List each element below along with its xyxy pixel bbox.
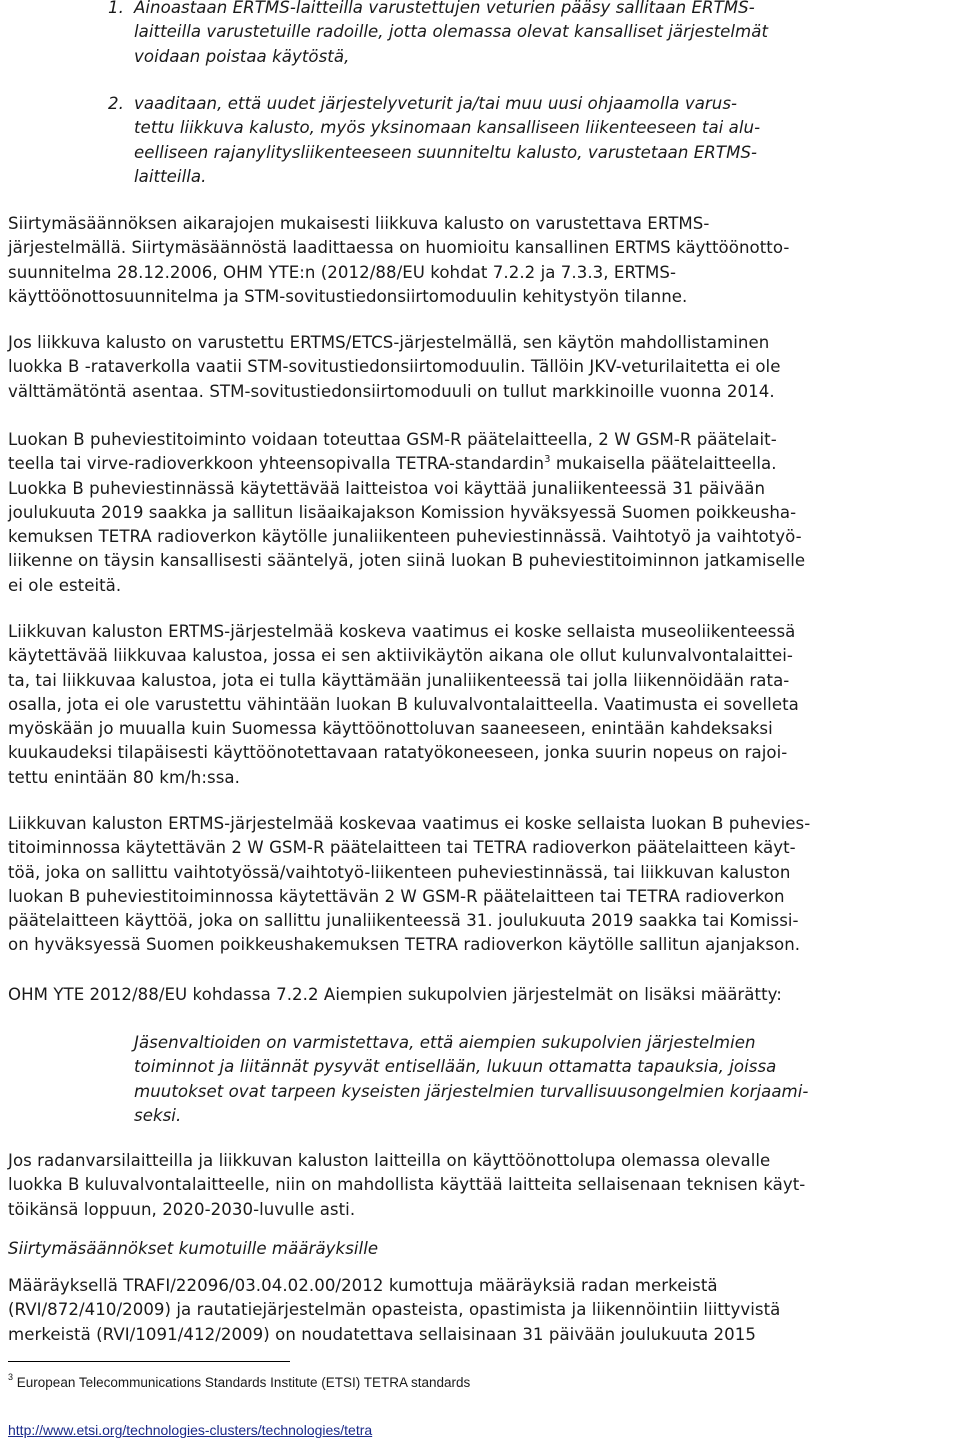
paragraph-class-b-radio [8, 428, 805, 598]
paragraph-line: käyttöönottosuunnitelma ja STM-sovitustiedonsiirtomoduulin kehitystyön tilanne. [8, 286, 688, 306]
paragraph-line: suunnitelma 28.12.2006, OHM YTE:n (2012/88/EU kohdat 7.2.2 ja 7.3.3, ERTMS- [8, 262, 677, 282]
paragraph-stm-module [8, 331, 780, 404]
paragraph-line: käytettävää liikkuvaa kalustoa, jossa ei sen aktiivikäytön aikana ole ollut kulunvalvontalaittei- [8, 646, 793, 666]
paragraph-line: ta, tai liikkuvaa kalustoa, jota ei tulla käyttämään junaliikenteessä tai jolla liikennöidään rata- [8, 670, 790, 690]
paragraph-line: töikänsä loppuun, 2020-2030-luvulle asti. [8, 1199, 356, 1219]
paragraph-line: merkeistä (RVI/1091/412/2009) on noudatettava sellaisinaan 31 päivään joulukuuta 2015 [8, 1324, 756, 1344]
paragraph-line: (RVI/872/410/2009) ja rautatiejärjestelmän opasteista, opastimista ja liikennöintiin liittyvistä [8, 1300, 781, 1320]
paragraph-line: Siirtymäsäännöksen aikarajojen mukaisesti liikkuva kalusto on varustettava ERTMS- [8, 214, 710, 233]
paragraph-line: päätelaitteen käyttöä, joka on sallittu junaliikenteessä 31. joulukuuta 2019 saakka tai Komissi- [8, 911, 799, 931]
paragraph-line: luokan B puheviestitoiminnossa käytettävän 2 W GSM-R päätelaitteen tai TETRA radioverkon [8, 886, 785, 906]
paragraph-line-tail: mukaisella päätelaitteella. [550, 454, 777, 474]
list-line: eelliseen rajanylitysliikenteeseen suunniteltu kalusto, varustetaan ERTMS- [134, 142, 758, 162]
quote-line: Jäsenvaltioiden on varmistettava, että aiempien sukupolvien järjestelmien [134, 1033, 756, 1052]
paragraph-transition-rules [8, 212, 789, 309]
list-line: laitteilla. [134, 166, 207, 186]
paragraph-class-b-terminals [8, 812, 810, 958]
list-item-2 [108, 92, 761, 189]
paragraph-line: tettu enintään 80 km/h:ssa. [8, 767, 240, 787]
paragraph-line: Jos liikkuva kalusto on varustettu ERTMS/ETCS-järjestelmällä, sen käytön mahdollistaminen [8, 333, 770, 352]
paragraph-line: töä, joka on sallittu vaihtotyössä/vaihtotyö-liikenteen puheviestinnässä, tai liikkuvan kaluston [8, 862, 791, 882]
footnote-link[interactable]: http://www.etsi.org/technologies-clusters/technologies/tetra [8, 1422, 373, 1438]
paragraph-line: OHM YTE 2012/88/EU kohdassa 7.2.2 Aiempien sukupolvien järjestelmät on lisäksi määrätty: [8, 985, 782, 1004]
paragraph-line: Liikkuvan kaluston ERTMS-järjestelmää koskevaa vaatimus ei koske sellaista luokan B puhevies- [8, 814, 811, 833]
section-subheading: Siirtymäsäännökset kumotuille määräyksille [8, 1239, 379, 1258]
list-number: 1. [108, 0, 124, 17]
paragraph-line: liikenne on täysin kansallisesti sääntelyä, joten siinä luokan B puheviestitoiminnon jatkamiselle [8, 551, 806, 571]
paragraph-line: joulukuuta 2019 saakka ja sallitun lisäaikajakson Komission hyväksyessä Suomen poikkeusha- [8, 502, 797, 522]
quote-line: seksi. [134, 1105, 182, 1125]
quote-line: muutokset ovat tarpeen kyseisten järjestelmien turvallisuusongelmien korjaami- [134, 1081, 809, 1101]
list-line: voidaan poistaa käytöstä, [134, 46, 350, 66]
paragraph-line: titoiminnossa käytettävän 2 W GSM-R päätelaitteen tai TETRA radioverkon päätelaitteen käyt- [8, 838, 796, 858]
paragraph-line: osalla, jota ei ole varustettu vähintään luokan B kuluvalvontalaitteella. Vaatimusta ei sovelleta [8, 694, 799, 714]
paragraph-line: luokka B kuluvalvontalaitteelle, niin on mahdollista käyttää laitteita sellaisenaan teknisen käyt- [8, 1175, 806, 1195]
paragraph-line: ei ole esteitä. [8, 575, 122, 595]
list-line: Ainoastaan ERTMS-laitteilla varustettujen veturien pääsy sallitaan ERTMS- [134, 0, 755, 17]
paragraph-line: myöskään jo muualla kuin Suomessa käyttöönottoluvan saaneeseen, enintään kahdeksaksi [8, 719, 773, 739]
list-number: 2. [108, 94, 124, 113]
paragraph-line: Jos radanvarsilaitteilla ja liikkuvan kaluston laitteilla on käyttöönottolupa olemassa olevalle [8, 1151, 771, 1170]
footnote-text: European Telecommunications Standards Institute (ETSI) TETRA standards [16, 1375, 471, 1390]
footnote-number: 3 [8, 1372, 14, 1382]
paragraph-line: Luokan B puheviestitoiminto voidaan toteuttaa GSM-R päätelaitteella, 2 W GSM-R päätelait- [8, 430, 777, 449]
footnote-separator [8, 1361, 290, 1362]
paragraph-repealed-regulations [8, 1274, 780, 1347]
paragraph-museum-traffic [8, 620, 799, 790]
paragraph-line: kuukaudeksi tilapäisesti käyttöönotettavaan ratatyökoneeseen, jonka suurin nopeus on rajoi- [8, 743, 788, 763]
paragraph-line: teella tai virve-radioverkkoon yhteensopivalla TETRA-standardin [8, 454, 545, 474]
list-item-1 [108, 0, 769, 69]
paragraph-line: kemuksen TETRA radioverkon käytölle junaliikenteen puheviestinnässä. Vaihtotyö ja vaihtotyö- [8, 527, 802, 547]
list-line: vaaditaan, että uudet järjestelyveturit ja/tai muu uusi ohjaamolla varus- [134, 94, 738, 113]
list-line: laitteilla varustetuille radoille, jotta olemassa olevat kansalliset järjestelmät [134, 22, 769, 42]
block-quote [134, 1031, 808, 1128]
paragraph-line: järjestelmällä. Siirtymäsäännöstä laadittaessa on huomioitu kansallinen ERTMS käyttöönotto- [8, 238, 790, 258]
paragraph-tsi-reference [8, 983, 782, 1007]
list-line: tettu liikkuva kalusto, myös yksinomaan kansalliseen liikenteeseen tai alu- [134, 118, 761, 138]
paragraph-line: Luokka B puheviestinnässä käytettävää laitteistoa voi käyttää junaliikenteessä 31 päivään [8, 478, 766, 498]
paragraph-legacy-devices [8, 1149, 805, 1222]
paragraph-line: Määräyksellä TRAFI/22096/03.04.02.00/2012 kumottuja määräyksiä radan merkeistä [8, 1276, 718, 1295]
footnote [8, 1374, 470, 1392]
paragraph-line: Liikkuvan kaluston ERTMS-järjestelmää koskeva vaatimus ei koske sellaista museoliikenteessä [8, 622, 796, 641]
paragraph-line: on hyväksyessä Suomen poikkeushakemuksen TETRA radioverkon käytölle sallitun ajanjakson. [8, 935, 801, 955]
footnote-reference[interactable]: 3 [544, 454, 551, 466]
quote-line: toiminnot ja liitännät pysyvät entisellään, lukuun ottamatta tapauksia, joissa [134, 1057, 777, 1077]
paragraph-line: luokka B -rataverkolla vaatii STM-sovitustiedonsiirtomoduulin. Tällöin JKV-veturilaitetta ei ole [8, 357, 781, 377]
paragraph-line: välttämätöntä asentaa. STM-sovitustiedonsiirtomoduuli on tullut markkinoille vuonna 2014. [8, 381, 775, 401]
